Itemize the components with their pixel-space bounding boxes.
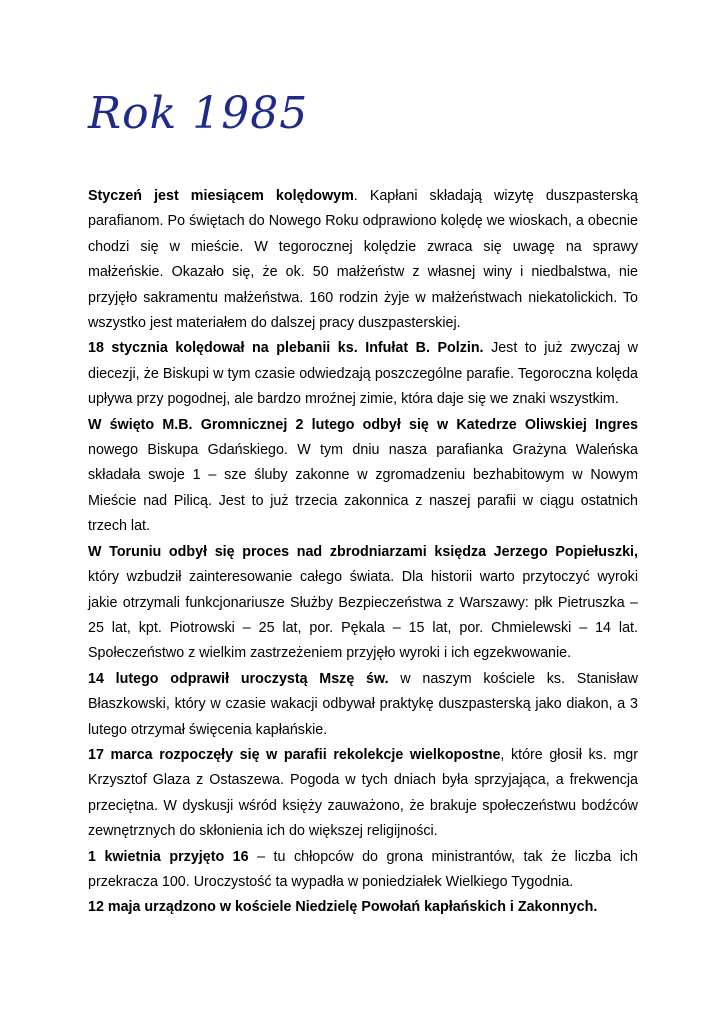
paragraph-6	[88, 743, 638, 845]
paragraph-8	[88, 895, 638, 920]
paragraph-1	[88, 184, 638, 336]
paragraph-2-lead: 18 stycznia kolędował na plebanii ks. Infułat B. Polzin.	[88, 340, 484, 357]
paragraph-2-text: Jest to już zwyczaj w diecezji, że Biskupi w tym czasie odwiedzają poszczególne parafie. Tegoroczna kolęda upływa przy pogodnej, ale bardzo mroźnej zimie, która daje się we znaki wszystkim.	[88, 340, 639, 408]
document-body	[88, 184, 638, 921]
paragraph-3	[88, 413, 638, 540]
paragraph-7	[88, 845, 638, 896]
paragraph-3-text: nowego Biskupa Gdańskiego. W tym dniu nasza parafianka Grażyna Waleńska składała swoje 1 – sze śluby zakonne w zgromadzeniu bezhabitowym w Nowym Mieście nad Pilicą. Jest to już trzecia zakonnica z naszej parafii w ciągu ostatnich trzech lat.	[88, 442, 638, 535]
paragraph-4-lead: W Toruniu odbył się proces nad zbrodniarzami księdza Jerzego Popiełuszki,	[88, 543, 638, 560]
paragraph-5-text: w naszym kościele ks. Stanisław Błaszkowski, który w czasie wakacji odbywał praktykę duszpasterską jako diakon, a 3 lutego otrzymał święcenia kapłańskie.	[88, 670, 638, 738]
paragraph-7-text: – tu chłopców do grona ministrantów, tak że liczba ich przekracza 100. Uroczystość ta wypadła w poniedziałek Wielkiego Tygodnia.	[88, 848, 638, 890]
paragraph-1-lead: Styczeń jest miesiącem kolędowym	[88, 188, 354, 204]
paragraph-5	[88, 667, 638, 743]
paragraph-6-lead: 17 marca rozpoczęły się w parafii rekolekcje wielkopostne	[88, 746, 501, 763]
page-title: Rok 1985	[88, 88, 309, 139]
paragraph-6-text: , które głosił ks. mgr Krzysztof Glaza z Ostaszewa. Pogoda w tych dniach była sprzyjająca, a frekwencja przeciętna. W dyskusji wśród księży zauważono, że brakuje społeczeństwu bodźców zewnętrznych do skłonienia ich do większej religijności.	[88, 746, 638, 840]
paragraph-4	[88, 540, 638, 667]
paragraph-7-lead: 1 kwietnia przyjęto 16	[88, 848, 249, 865]
paragraph-5-lead: 14 lutego odprawił uroczystą Mszę św.	[88, 670, 389, 687]
paragraph-1-text: . Kapłani składają wizytę duszpasterską parafianom. Po świętach do Nowego Roku odprawiono kolędę we wioskach, a obecnie chodzi się w mieście. W tegorocznej kolędzie zwraca się uwagę na sprawy małżeńskie. Okazało się, że ok. 50 małżeństw z własnej winy i niedbalstwa, nie przyjęło sakramentu małżeństwa. 160 rodzin żyje w małżeństwach niekatolickich. To wszystko jest materiałem do dalszej pracy duszpasterskiej.	[88, 188, 638, 332]
paragraph-4-text: który wzbudził zainteresowanie całego świata. Dla historii warto przytoczyć wyroki jakie otrzymali funkcjonariusze Służby Bezpieczeństwa z Warszawy: płk Pietruszka – 25 lat, kpt. Piotrowski – 25 lat, por. Pękala – 15 lat, por. Chmielewski – 14 lat. Społeczeństwo z wielkim zastrzeżeniem przyjęło wyroki i ich egzekwowanie.	[88, 569, 638, 662]
paragraph-2	[88, 336, 638, 412]
paragraph-3-lead: W święto M.B. Gromnicznej 2 lutego odbył się w Katedrze Oliwskiej Ingres	[88, 416, 638, 433]
paragraph-8-lead: 12 maja urządzono w kościele Niedzielę Powołań kapłańskich i Zakonnych.	[88, 899, 598, 916]
